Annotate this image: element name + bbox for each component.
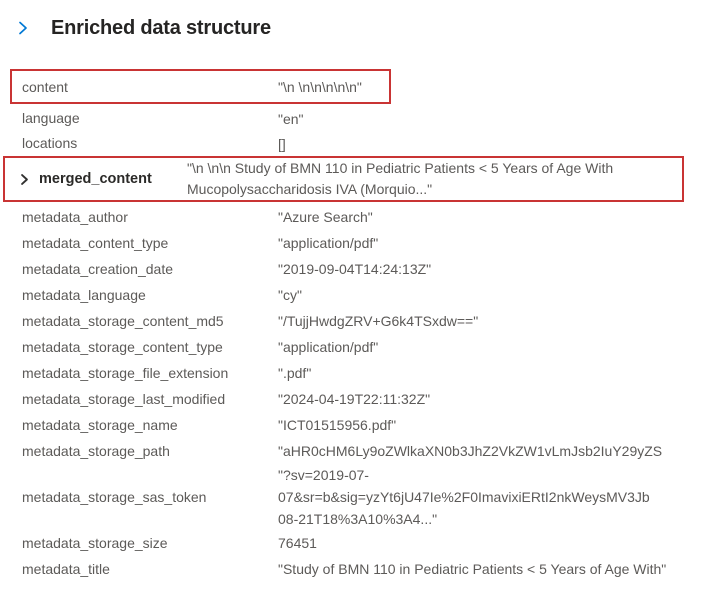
field-key: metadata_storage_size xyxy=(22,534,168,551)
field-row-metadata-content-type xyxy=(0,230,702,256)
field-key: metadata_language xyxy=(22,286,146,303)
field-value: "application/pdf" xyxy=(278,235,379,251)
field-row-language xyxy=(0,106,702,131)
field-value: "application/pdf" xyxy=(278,339,379,355)
annotation-box-content xyxy=(10,69,391,104)
field-key: metadata_storage_path xyxy=(22,442,170,459)
section-header xyxy=(0,0,702,43)
field-value: "?sv=2019-07-07&sr=b&sig=yzYt6jU47Ie%2F0ImavixiERtI2nkWeysMV3Jb08-21T18%3A10%3A4..." xyxy=(278,467,650,527)
field-row-locations xyxy=(0,131,702,156)
field-value: "en" xyxy=(278,110,304,127)
section-expander-chevron-icon[interactable] xyxy=(15,20,31,36)
field-key: metadata_storage_file_extension xyxy=(22,364,229,381)
field-row-metadata-storage-file-extension xyxy=(0,360,702,386)
field-key: metadata_storage_content_type xyxy=(22,338,223,355)
field-key: metadata_content_type xyxy=(22,234,169,251)
field-value: "cy" xyxy=(278,287,302,303)
field-value: "\n \n\n\n\n\n" xyxy=(278,78,362,95)
field-key: language xyxy=(22,110,80,126)
field-row-metadata-storage-sas-token xyxy=(0,464,702,530)
field-key: metadata_storage_last_modified xyxy=(22,390,226,407)
field-row-metadata-storage-last-modified xyxy=(0,386,702,412)
field-value: "Azure Search" xyxy=(278,209,373,225)
field-value: 76451 xyxy=(278,535,317,551)
field-key: metadata_storage_name xyxy=(22,416,178,433)
field-row-metadata-language xyxy=(0,282,702,308)
field-value: "\n \n\n Study of BMN 110 in Pediatric Patients < 5 Years of Age With Mucopolysaccharidosis IVA (Morquio..." xyxy=(187,160,614,197)
merged-content-expander-chevron-icon[interactable] xyxy=(18,171,34,187)
field-key: metadata_storage_sas_token xyxy=(22,488,207,505)
field-row-metadata-author xyxy=(0,204,702,230)
field-key: metadata_title xyxy=(22,560,110,577)
field-row-metadata-storage-size xyxy=(0,530,702,556)
field-key: locations xyxy=(22,135,78,151)
page-title: Enriched data structure xyxy=(51,16,271,39)
field-row-metadata-storage-name xyxy=(0,412,702,438)
field-key: metadata_creation_date xyxy=(22,260,173,277)
field-row-metadata-title xyxy=(0,556,702,582)
field-row-metadata-creation-date xyxy=(0,256,702,282)
field-value: "/TujjHwdgZRV+G6k4TSxdw==" xyxy=(278,313,479,329)
field-value: "aHR0cHM6Ly9oZWlkaXN0b3JhZ2VkZW1vLmJsb2IuY29yZS xyxy=(278,443,663,459)
field-value: "2024-04-19T22:11:32Z" xyxy=(278,391,431,407)
field-key: content xyxy=(22,78,68,95)
field-value: "Study of BMN 110 in Pediatric Patients < 5 Years of Age With" xyxy=(278,561,667,577)
field-row-metadata-storage-content-md5 xyxy=(0,308,702,334)
field-key: metadata_storage_content_md5 xyxy=(22,312,224,329)
field-key: metadata_author xyxy=(22,208,128,225)
annotation-box-merged-content xyxy=(3,156,684,202)
field-value: [] xyxy=(278,135,286,152)
field-value: ".pdf" xyxy=(278,365,312,381)
field-value: "2019-09-04T14:24:13Z" xyxy=(278,261,432,277)
field-key: merged_content xyxy=(39,171,152,187)
field-row-metadata-storage-content-type xyxy=(0,334,702,360)
field-value: "ICT01515956.pdf" xyxy=(278,417,397,433)
field-row-metadata-storage-path xyxy=(0,438,702,464)
